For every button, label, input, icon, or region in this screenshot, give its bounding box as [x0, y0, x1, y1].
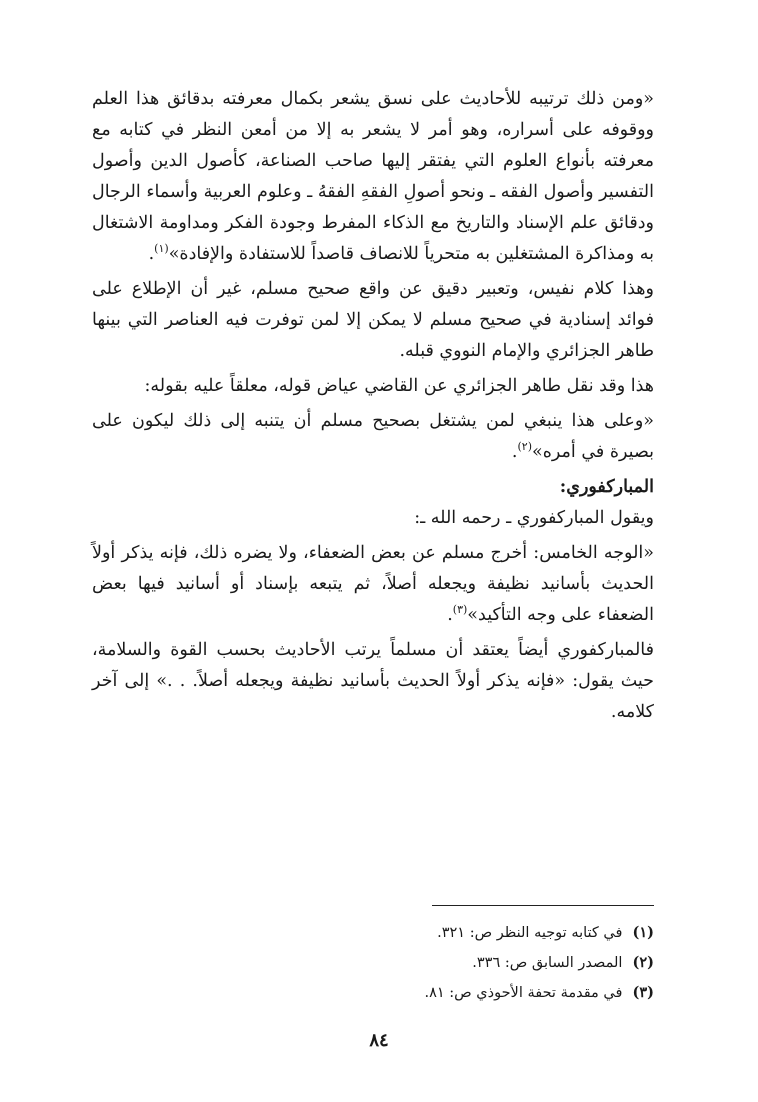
paragraph-4-text: «وعلى هذا ينبغي لمن يشتغل بصحيح مسلم أن يتنبه إلى ذلك ليكون على بصيرة في أمره»	[92, 411, 654, 462]
footnote-ref-3[interactable]: (٣)	[452, 603, 468, 617]
page-number: ٨٤	[369, 1030, 389, 1051]
footnote-3-number: (٣)	[632, 984, 654, 1001]
paragraph-2	[92, 274, 654, 367]
footnote-2-text: المصدر السابق ص: ٣٣٦.	[472, 955, 623, 971]
paragraph-1-end: .	[148, 244, 155, 264]
paragraph-5-text: ويقول المباركفوري ـ رحمه الله ـ:	[414, 508, 654, 528]
paragraph-6-end: .	[447, 605, 453, 625]
paragraph-2-text: وهذا كلام نفيس، وتعبير دقيق عن واقع صحيح مسلم، غير أن الإطلاع على فوائد إسنادية في صحيح مسلم لا يمكن إلا لمن توفرت فيه العناصر التي بينها طاهر الجزائري والإمام النووي قبله.	[92, 279, 654, 361]
paragraph-1-text: «ومن ذلك ترتيبه للأحاديث على نسق يشعر بكمال معرفته بدقائق هذا العلم ووقوفه على أسراره، وهو أمر لا يشعر به إلا من أمعن النظر في كتابه مع معرفته بأنواع العلوم التي يفتقر إليها صاحب الصناعة، كأصول الدين وأصول التفسير وأصول الفقه ـ ونحو أصولِ الفقهِ الفقهُ ـ وعلوم العربية وأسماء الرجال ودقائق علم الإسناد والتاريخ مع الذكاء المفرط وجودة الفكر ومداومة الاشتغال به ومذاكرة المشتغلين به متحرياً للانصاف قاصداً للاستفادة والإفادة»	[92, 89, 654, 264]
paragraph-6	[92, 538, 654, 631]
paragraph-7	[92, 635, 654, 728]
footnote-2-number: (٢)	[632, 954, 654, 971]
footnote-1-number: (١)	[632, 924, 654, 941]
section-heading: المباركفوري:	[559, 477, 654, 497]
paragraph-3-text: هذا وقد نقل طاهر الجزائري عن القاضي عياض قوله، معلقاً عليه بقوله:	[144, 376, 654, 396]
footnote-ref-1[interactable]: (١)	[154, 242, 169, 256]
footnote-ref-2[interactable]: (٢)	[517, 440, 532, 454]
paragraph-3	[92, 371, 654, 402]
paragraph-1	[92, 84, 654, 270]
footnote-1	[300, 918, 654, 948]
footnote-divider	[432, 905, 654, 906]
footnote-1-text: في كتابه توجيه النظر ص: ٣٢١.	[437, 925, 623, 941]
paragraph-4-end: .	[511, 442, 518, 462]
footnote-3-text: في مقدمة تحفة الأحوذي ص: ٨١.	[424, 985, 623, 1001]
paragraph-6-text: «الوجه الخامس: أخرج مسلم عن بعض الضعفاء، ولا يضره ذلك، فإنه يذكر أولاً الحديث بأسانيد نظيفة ويجعله أصلاً، ثم يتبعه بإسناد أو أسانيد فيها بعض الضعفاء على وجه التأكيد»	[92, 543, 654, 625]
footnote-3	[300, 978, 654, 1008]
paragraph-4	[92, 406, 654, 468]
footnote-2	[300, 948, 654, 978]
footnotes	[300, 918, 654, 1008]
paragraph-7-text: فالمباركفوري أيضاً يعتقد أن مسلماً يرتب الأحاديث بحسب القوة والسلامة، حيث يقول: «فإنه يذكر أولاً الحديث بأسانيد نظيفة ويجعله أصلاً. . .» إلى آخر كلامه.	[92, 640, 654, 722]
paragraph-5	[92, 503, 654, 534]
page-body	[92, 84, 654, 728]
